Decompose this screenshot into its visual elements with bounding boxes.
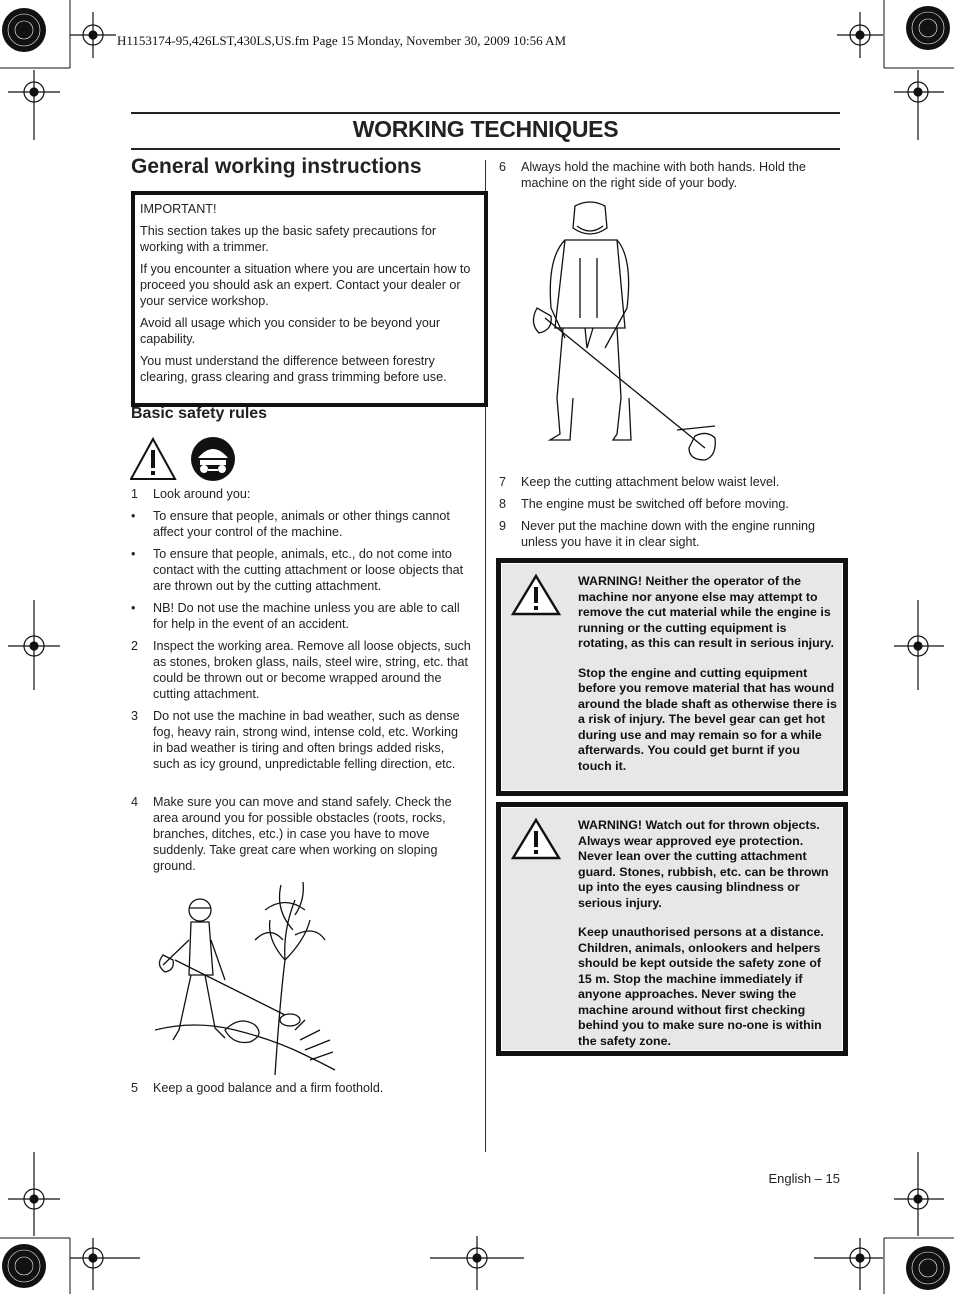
warning-box [496,802,848,1056]
title-rule [131,148,840,150]
warning-triangle-icon [510,817,562,861]
warning-paragraph: Stop the engine and cutting equipment before you remove material that has wound around the blade shaft as otherwise there is a risk of injury. The bevel gear can get hot during use and may remain so for a while afterwards. You could get burnt if you touch it. [578,665,837,773]
warning-paragraph: WARNING! Watch out for thrown objects. Always wear approved eye protection. Never lean over the cutting attachment guard. Stones, rubbish, etc. can be thrown up into the eyes causing blindness or serious injury. [578,818,829,910]
important-paragraph: You must understand the difference between forestry clearing, grass clearing and grass trimming before use. [140,354,447,384]
page-title: General working instructions [131,155,422,178]
safety-icons [130,436,240,482]
warning-triangle-icon [131,439,175,479]
warning-box [496,558,848,796]
important-box [131,191,488,407]
subheading: Basic safety rules [131,405,268,422]
important-label: IMPORTANT! [140,202,217,216]
operator-stance-illustration [525,198,725,468]
warning-paragraph: WARNING! Neither the operator of the machine nor anyone else may attempt to remove the cut material while the engine is running or the cutting equipment is rotating, as this can result in serious injury. [578,574,834,650]
slope-trimming-illustration [155,880,340,1075]
section-title: WORKING TECHNIQUES [352,116,619,142]
important-paragraph: This section takes up the basic safety precautions for working with a trimmer. [140,224,437,254]
important-paragraph: If you encounter a situation where you are uncertain how to proceed you should ask an expert. Contact your dealer or your service workshop. [140,262,471,308]
page-number: English – 15 [768,1171,840,1186]
important-paragraph: Avoid all usage which you consider to be beyond your capability. [140,316,441,346]
file-meta: H1153174-95,426LST,430LS,US.fm Page 15 Monday, November 30, 2009 10:56 AM [117,33,567,48]
warning-triangle-icon [510,573,562,617]
warning-paragraph: Keep unauthorised persons at a distance. Children, animals, onlookers and helpers should be kept outside the safety zone of 15 m. Stop the machine immediately if anyone approaches. Never swing the machine around without first checking behind you to make sure no-one is within the safety zone. [578,925,824,1048]
top-rule [131,112,840,114]
protective-helmet-icon [191,437,235,481]
